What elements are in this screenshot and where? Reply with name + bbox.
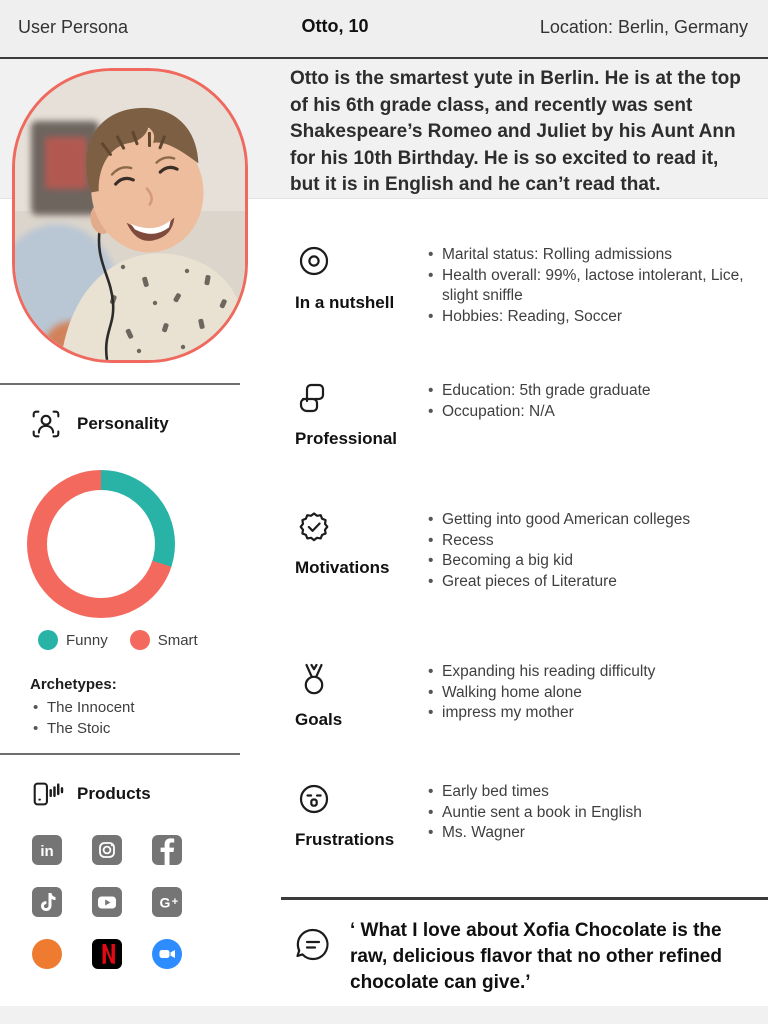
list-item: • Hobbies: Reading, Soccer (425, 307, 747, 328)
products-device-icon (28, 778, 64, 810)
quote-divider (281, 897, 768, 900)
donut-hole (47, 490, 155, 598)
tiktok-icon[interactable] (32, 887, 62, 917)
list-item: • Marital status: Rolling admissions (425, 245, 747, 266)
netflix-icon[interactable] (92, 939, 122, 969)
section-title: Professional (295, 429, 398, 448)
list-item: • Getting into good American colleges (425, 510, 747, 531)
legend-item-smart (130, 630, 198, 650)
persona-photo-illustration (15, 71, 245, 360)
quote-text: ‘ What I love about Xofia Chocolate is the raw, delicious flavor that no other refined chocolate can give.’ (350, 920, 722, 993)
section-title: Motivations (295, 558, 390, 577)
goals-medal-icon (295, 660, 335, 700)
section-title: Frustrations (295, 830, 395, 849)
footer-bar (0, 1006, 768, 1024)
speech-bubble-icon (290, 922, 336, 968)
smart-color-dot (130, 630, 150, 650)
section-motivations (295, 508, 747, 592)
list-item: • Ms. Wagner (425, 823, 747, 844)
list-item: • Early bed times (425, 782, 747, 803)
left-divider-top (0, 383, 240, 385)
instagram-icon[interactable] (92, 835, 122, 865)
list-item: • impress my mother (425, 703, 747, 724)
section-professional (295, 379, 747, 449)
list-item: • Becoming a big kid (425, 551, 747, 572)
list-item: • The Innocent (30, 697, 230, 718)
persona-location: Location: Berlin, Germany (539, 17, 748, 37)
orange-app-icon[interactable] (32, 939, 62, 969)
personality-scan-icon (28, 406, 64, 442)
list-item: • Recess (425, 531, 747, 552)
header-bar (0, 0, 768, 59)
youtube-icon[interactable] (92, 887, 122, 917)
professional-books-icon (295, 379, 335, 419)
list-item: • Education: 5th grade graduate (425, 381, 747, 402)
archetypes-title: Archetypes: (30, 676, 117, 693)
products-title: Products (77, 784, 151, 803)
archetypes-list (30, 697, 230, 739)
section-goals (295, 660, 747, 730)
motivations-badge-icon (295, 508, 335, 548)
donut-legend (38, 630, 198, 650)
section-frustrations (295, 780, 747, 850)
section-list (425, 510, 747, 592)
section-title: Goals (295, 710, 343, 729)
persona-photo (12, 68, 248, 363)
list-item: • Expanding his reading difficulty (425, 662, 747, 683)
list-item: • Great pieces of Literature (425, 572, 747, 593)
section-title: In a nutshell (295, 293, 395, 312)
section-in-a-nutshell (295, 243, 747, 327)
legend-label: Funny (66, 631, 108, 649)
section-list (425, 245, 747, 327)
legend-item-funny (38, 630, 108, 650)
zoom-icon[interactable] (152, 939, 182, 969)
google-plus-icon[interactable] (152, 887, 182, 917)
section-list (425, 381, 747, 449)
quote-block (290, 918, 760, 996)
svg-text:in: in (40, 843, 54, 860)
personality-title: Personality (77, 414, 169, 433)
funny-color-dot (38, 630, 58, 650)
persona-name: Otto, 10 (301, 16, 369, 36)
page-title: User Persona (18, 17, 129, 37)
frustrations-face-icon (295, 780, 335, 820)
personality-donut (27, 470, 175, 618)
section-list (425, 662, 747, 730)
personality-section-header (28, 406, 169, 442)
linkedin-icon[interactable] (32, 835, 62, 865)
products-section-header (28, 778, 151, 810)
left-divider-bottom (0, 753, 240, 755)
list-item: • Auntie sent a book in English (425, 803, 747, 824)
list-item: • Occupation: N/A (425, 402, 747, 423)
svg-text:G: G (159, 894, 171, 911)
list-item: • Walking home alone (425, 683, 747, 704)
legend-label: Smart (157, 631, 198, 649)
nutshell-target-icon (295, 243, 335, 283)
facebook-icon[interactable] (152, 835, 182, 865)
archetypes-block (30, 676, 230, 739)
section-list (425, 782, 747, 850)
list-item: • Health overall: 99%, lactose intolerant, Lice, slight sniffle (425, 266, 747, 307)
list-item: • The Stoic (30, 718, 230, 739)
svg-text:+: + (171, 896, 179, 908)
persona-description: Otto is the smartest yute in Berlin. He is at the top of his 6th grade class, and recently was sent Shakespeare’s Romeo and Juliet by his Aunt Ann for his 10th Birthday. He is so excited to read it, but it is in English and he can’t read that. (290, 68, 741, 195)
